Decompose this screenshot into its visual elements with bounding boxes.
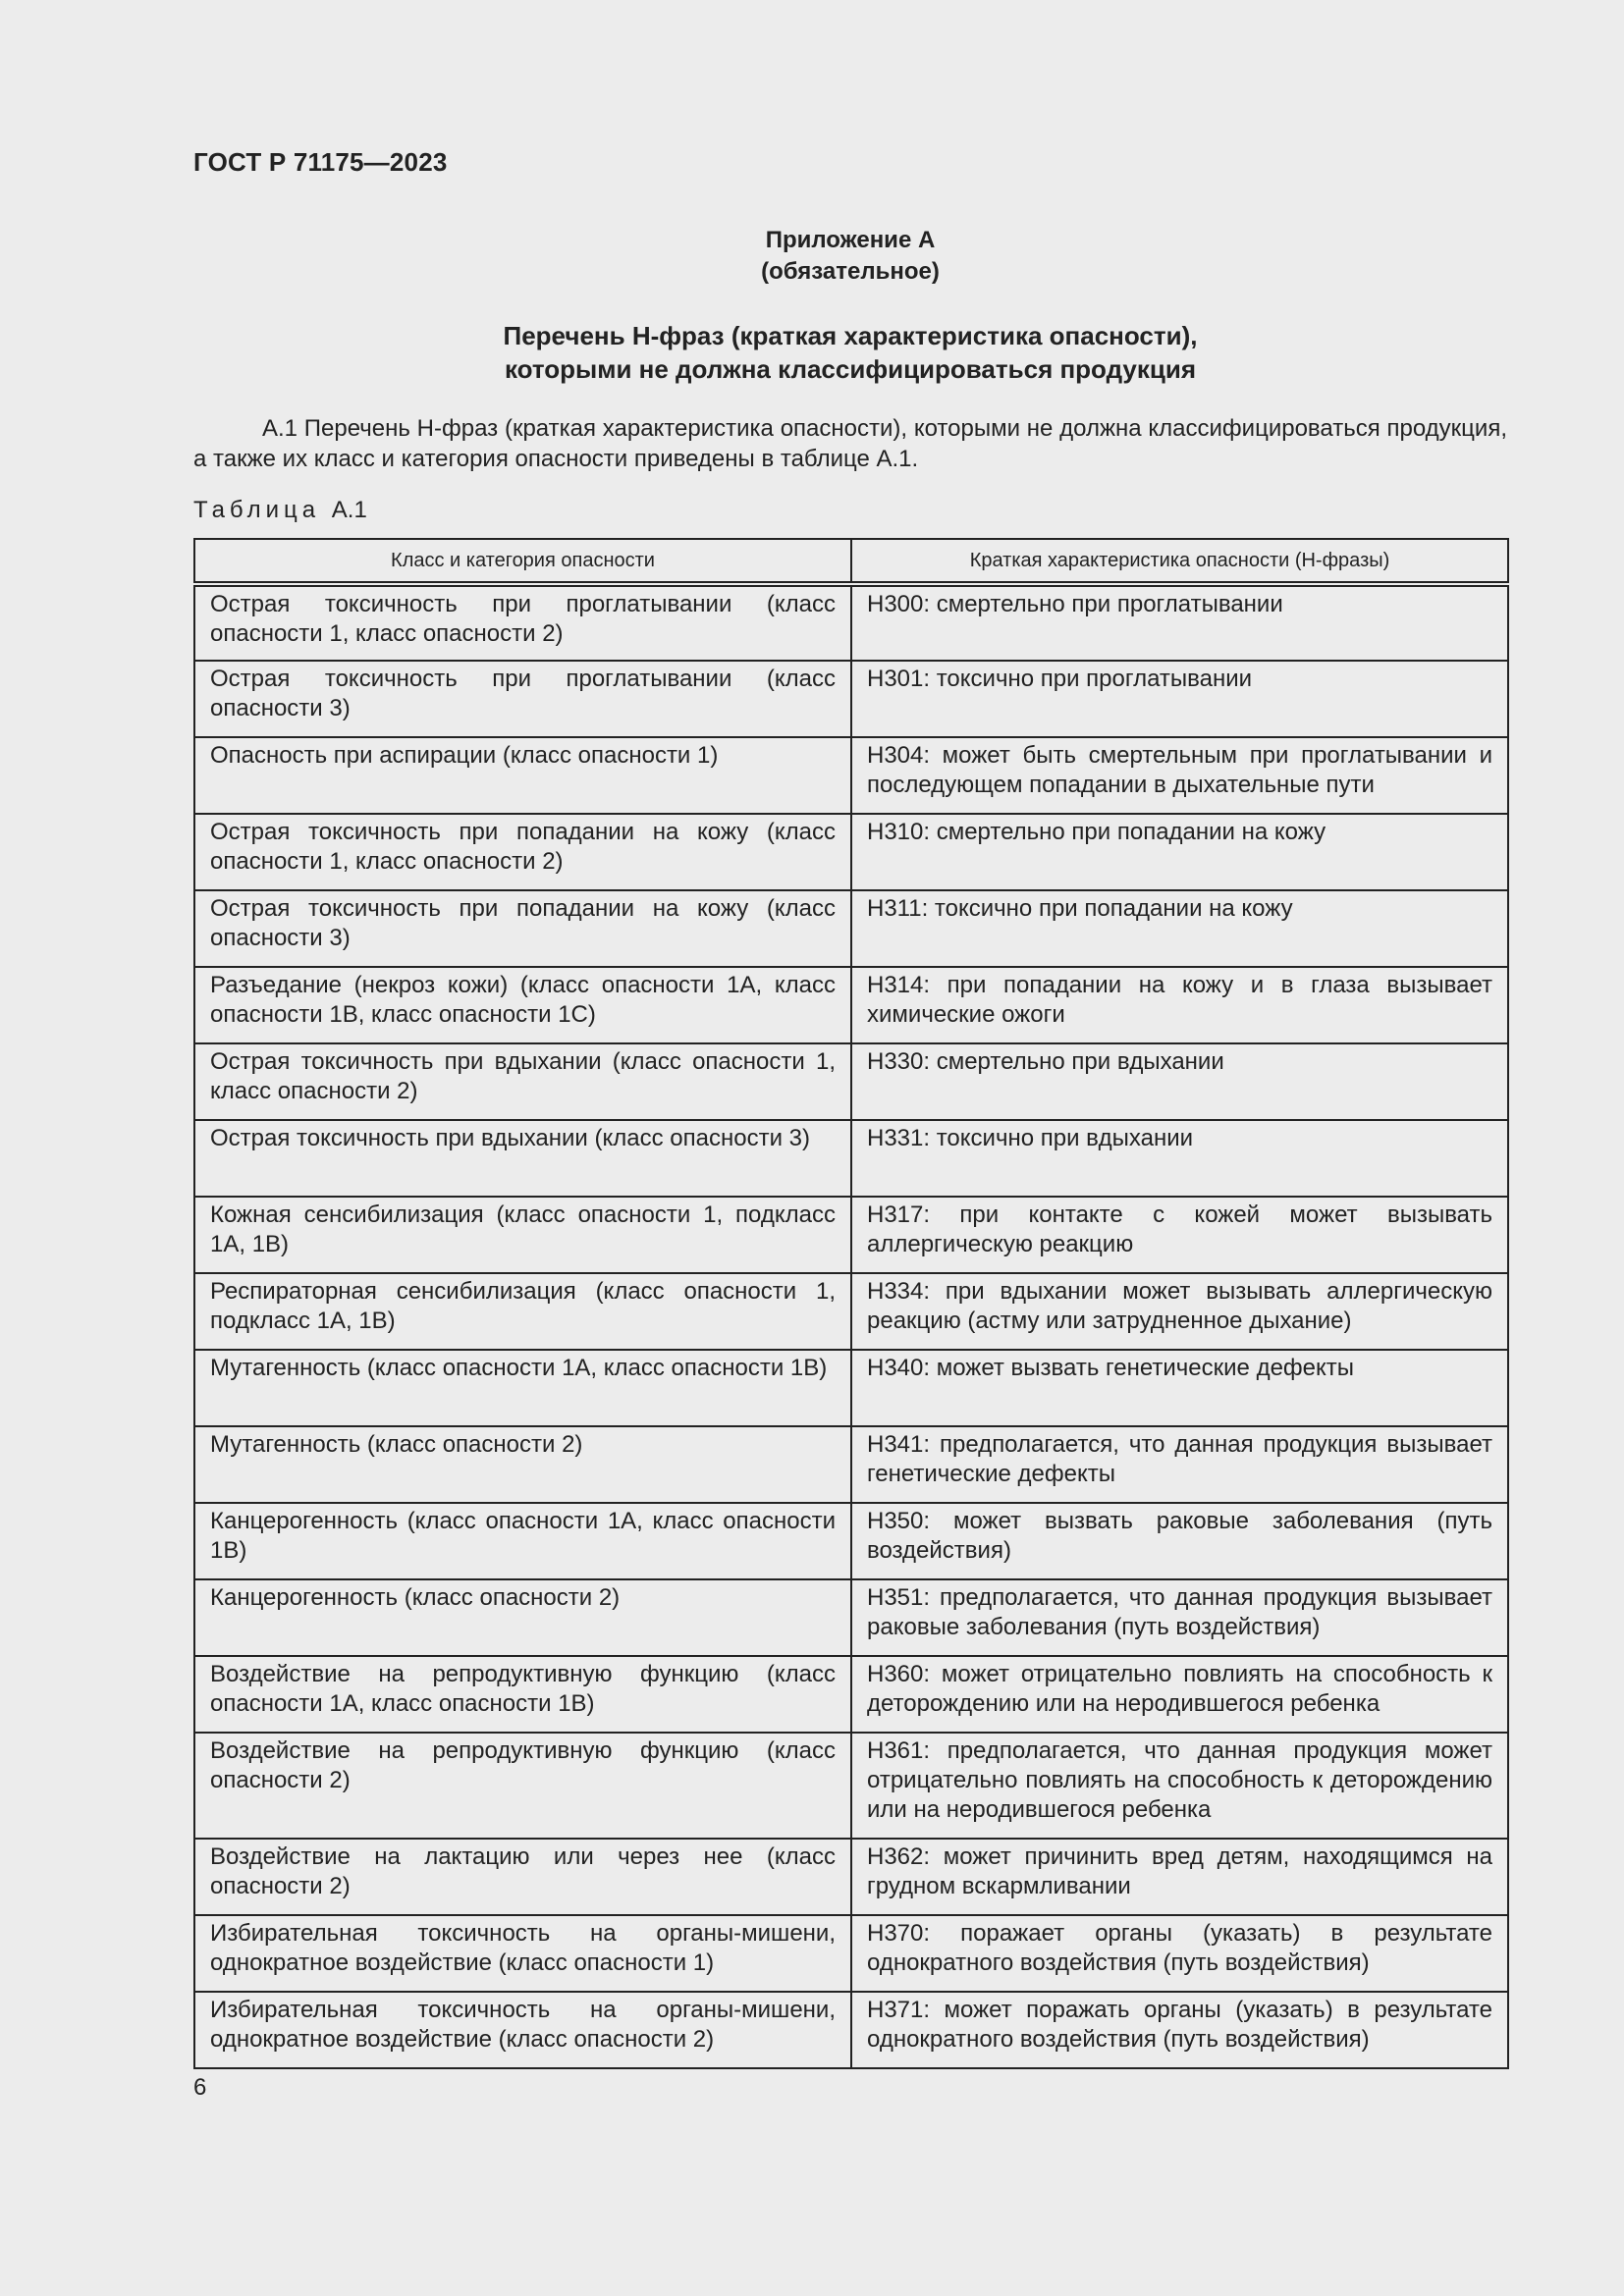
h-phrase-cell: Н304: может быть смертельным при проглатывании и последующем попадании в дыхательные пути [851, 737, 1508, 814]
table-caption-word: Таблица [193, 497, 321, 523]
hazard-category-cell: Опасность при аспирации (класс опасности 1) [194, 737, 851, 814]
annex-heading [193, 225, 1507, 288]
hazard-category-cell: Острая токсичность при вдыхании (класс опасности 1, класс опасности 2) [194, 1043, 851, 1120]
page-number: 6 [193, 2074, 207, 2101]
document-standard-header: ГОСТ Р 71175—2023 [193, 147, 448, 177]
table-caption-number: А.1 [331, 497, 367, 523]
h-phrase-cell: Н300: смертельно при проглатывании [851, 584, 1508, 661]
table-row [194, 814, 1508, 890]
hazard-category-cell: Избирательная токсичность на органы-мишени, однократное воздействие (класс опасности 2) [194, 1992, 851, 2068]
h-phrase-cell: Н360: может отрицательно повлиять на способность к деторождению или на неродившегося ребенка [851, 1656, 1508, 1733]
hazard-category-cell: Кожная сенсибилизация (класс опасности 1, подкласс 1А, 1В) [194, 1197, 851, 1273]
annex-title [193, 319, 1507, 386]
hazard-category-cell: Канцерогенность (класс опасности 2) [194, 1579, 851, 1656]
table-row [194, 1579, 1508, 1656]
h-phrase-cell: Н330: смертельно при вдыхании [851, 1043, 1508, 1120]
table-caption [193, 497, 367, 524]
hazard-category-cell: Острая токсичность при попадании на кожу (класс опасности 3) [194, 890, 851, 967]
table-row [194, 1350, 1508, 1426]
hazard-category-cell: Мутагенность (класс опасности 1А, класс опасности 1В) [194, 1350, 851, 1426]
table-row [194, 967, 1508, 1043]
h-phrase-cell: Н370: поражает органы (указать) в результате однократного воздействия (путь воздействия) [851, 1915, 1508, 1992]
hazard-category-cell: Избирательная токсичность на органы-мишени, однократное воздействие (класс опасности 1) [194, 1915, 851, 1992]
h-phrase-cell: Н314: при попадании на кожу и в глаза вызывает химические ожоги [851, 967, 1508, 1043]
annex-title-line-1: Перечень Н-фраз (краткая характеристика опасности), [503, 321, 1198, 350]
hazard-category-cell: Воздействие на лактацию или через нее (класс опасности 2) [194, 1839, 851, 1915]
h-phrase-cell: Н301: токсично при проглатывании [851, 661, 1508, 737]
hazard-category-cell: Острая токсичность при проглатывании (класс опасности 3) [194, 661, 851, 737]
hazard-table [193, 538, 1509, 2069]
header-h-phrase: Краткая характеристика опасности (Н-фразы) [851, 539, 1508, 584]
hazard-category-cell: Канцерогенность (класс опасности 1А, класс опасности 1В) [194, 1503, 851, 1579]
table-row [194, 661, 1508, 737]
header-hazard-class: Класс и категория опасности [194, 539, 851, 584]
table-row [194, 1120, 1508, 1197]
h-phrase-cell: Н341: предполагается, что данная продукция вызывает генетические дефекты [851, 1426, 1508, 1503]
h-phrase-cell: Н331: токсично при вдыхании [851, 1120, 1508, 1197]
table-row [194, 584, 1508, 661]
table-row [194, 1992, 1508, 2068]
table-row [194, 1656, 1508, 1733]
h-phrase-cell: Н334: при вдыхании может вызывать аллергическую реакцию (астму или затрудненное дыхание) [851, 1273, 1508, 1350]
hazard-category-cell: Разъедание (некроз кожи) (класс опасности 1А, класс опасности 1В, класс опасности 1С) [194, 967, 851, 1043]
table-row [194, 1839, 1508, 1915]
table-row [194, 1503, 1508, 1579]
hazard-category-cell: Острая токсичность при вдыхании (класс опасности 3) [194, 1120, 851, 1197]
table-row [194, 1043, 1508, 1120]
h-phrase-cell: Н351: предполагается, что данная продукция вызывает раковые заболевания (путь воздействия) [851, 1579, 1508, 1656]
h-phrase-cell: Н340: может вызвать генетические дефекты [851, 1350, 1508, 1426]
h-phrase-cell: Н310: смертельно при попадании на кожу [851, 814, 1508, 890]
annex-label: Приложение А [765, 227, 936, 253]
table-row [194, 890, 1508, 967]
h-phrase-cell: Н361: предполагается, что данная продукция может отрицательно повлиять на способность к деторождению или на неродившегося ребенка [851, 1733, 1508, 1839]
table-row [194, 737, 1508, 814]
table-row [194, 1197, 1508, 1273]
hazard-category-cell: Респираторная сенсибилизация (класс опасности 1, подкласс 1А, 1В) [194, 1273, 851, 1350]
hazard-category-cell: Острая токсичность при проглатывании (класс опасности 1, класс опасности 2) [194, 584, 851, 661]
hazard-category-cell: Острая токсичность при попадании на кожу (класс опасности 1, класс опасности 2) [194, 814, 851, 890]
h-phrase-cell: Н317: при контакте с кожей может вызывать аллергическую реакцию [851, 1197, 1508, 1273]
table-row [194, 1273, 1508, 1350]
h-phrase-cell: Н362: может причинить вред детям, находящимся на грудном вскармливании [851, 1839, 1508, 1915]
h-phrase-cell: Н350: может вызвать раковые заболевания (путь воздействия) [851, 1503, 1508, 1579]
table-header-row [194, 539, 1508, 584]
table-row [194, 1915, 1508, 1992]
h-phrase-cell: Н311: токсично при попадании на кожу [851, 890, 1508, 967]
annex-status: (обязательное) [761, 258, 940, 285]
hazard-category-cell: Мутагенность (класс опасности 2) [194, 1426, 851, 1503]
table-row [194, 1733, 1508, 1839]
h-phrase-cell: Н371: может поражать органы (указать) в результате однократного воздействия (путь воздействия) [851, 1992, 1508, 2068]
hazard-category-cell: Воздействие на репродуктивную функцию (класс опасности 2) [194, 1733, 851, 1839]
intro-paragraph: А.1 Перечень Н-фраз (краткая характеристика опасности), которыми не должна классифицироваться продукция, а также их класс и категория опасности приведены в таблице А.1. [193, 415, 1507, 472]
annex-title-line-2: которыми не должна классифицироваться продукция [504, 354, 1197, 384]
table-row [194, 1426, 1508, 1503]
hazard-category-cell: Воздействие на репродуктивную функцию (класс опасности 1А, класс опасности 1В) [194, 1656, 851, 1733]
